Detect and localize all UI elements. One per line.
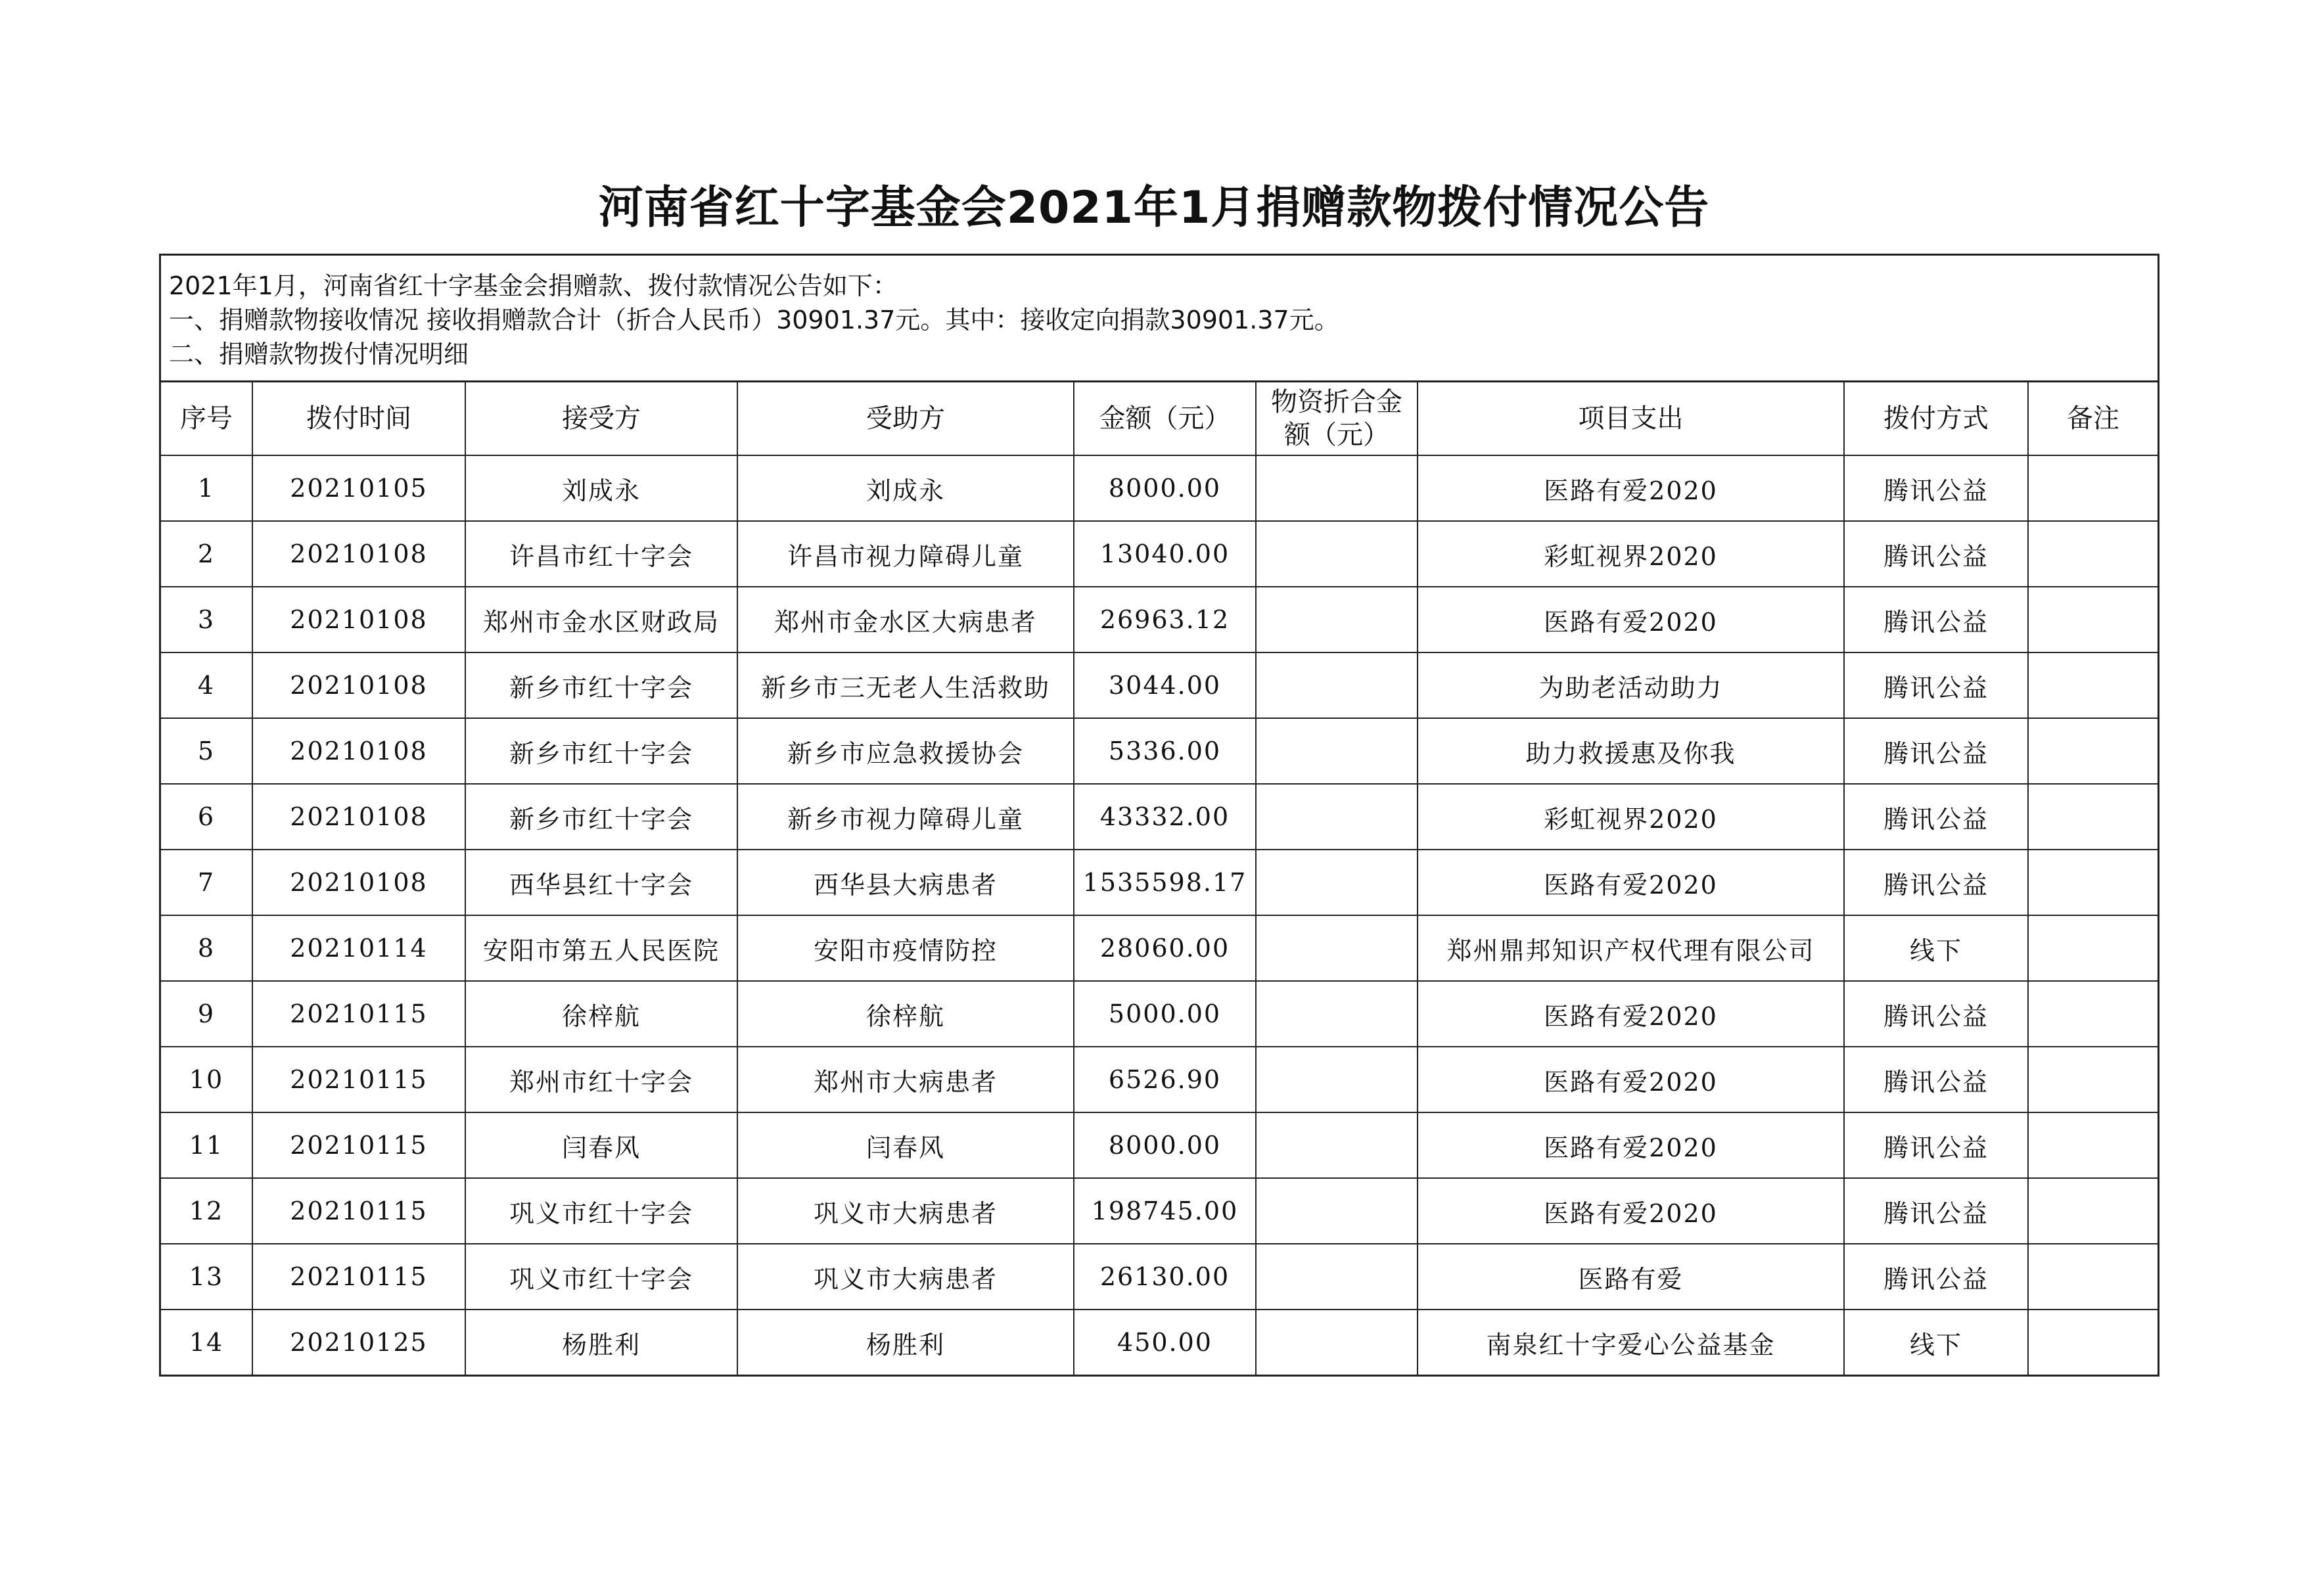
table-body bbox=[161, 455, 2158, 1375]
cell-seq: 13 bbox=[161, 1244, 252, 1310]
cell-date: 20210115 bbox=[252, 981, 465, 1047]
cell-amount: 43332.00 bbox=[1074, 784, 1256, 850]
cell-remark bbox=[2028, 784, 2158, 850]
cell-remark bbox=[2028, 587, 2158, 652]
cell-date: 20210115 bbox=[252, 1178, 465, 1244]
table-row bbox=[161, 784, 2158, 850]
cell-seq: 1 bbox=[161, 455, 252, 521]
cell-amount: 1535598.17 bbox=[1074, 850, 1256, 915]
cell-material bbox=[1256, 1244, 1418, 1310]
cell-date: 20210125 bbox=[252, 1310, 465, 1375]
cell-date: 20210114 bbox=[252, 915, 465, 981]
cell-remark bbox=[2028, 1112, 2158, 1178]
cell-project: 彩虹视界2020 bbox=[1418, 784, 1844, 850]
cell-material bbox=[1256, 587, 1418, 652]
cell-project: 助力救援惠及你我 bbox=[1418, 718, 1844, 784]
cell-amount: 8000.00 bbox=[1074, 455, 1256, 521]
cell-project: 彩虹视界2020 bbox=[1418, 521, 1844, 587]
cell-remark bbox=[2028, 1244, 2158, 1310]
cell-recipient: 新乡市红十字会 bbox=[465, 718, 737, 784]
cell-seq: 5 bbox=[161, 718, 252, 784]
cell-recipient: 新乡市红十字会 bbox=[465, 652, 737, 718]
cell-recipient: 闫春风 bbox=[465, 1112, 737, 1178]
table-row bbox=[161, 915, 2158, 981]
cell-date: 20210105 bbox=[252, 455, 465, 521]
cell-remark bbox=[2028, 521, 2158, 587]
cell-project: 郑州鼎邦知识产权代理有限公司 bbox=[1418, 915, 1844, 981]
cell-amount: 13040.00 bbox=[1074, 521, 1256, 587]
cell-remark bbox=[2028, 850, 2158, 915]
cell-beneficiary: 郑州市大病患者 bbox=[737, 1047, 1074, 1112]
cell-method: 腾讯公益 bbox=[1844, 981, 2028, 1047]
cell-seq: 10 bbox=[161, 1047, 252, 1112]
table-row bbox=[161, 718, 2158, 784]
cell-material bbox=[1256, 455, 1418, 521]
cell-method: 腾讯公益 bbox=[1844, 1112, 2028, 1178]
cell-project: 为助老活动助力 bbox=[1418, 652, 1844, 718]
cell-seq: 4 bbox=[161, 652, 252, 718]
cell-seq: 6 bbox=[161, 784, 252, 850]
cell-project: 医路有爱2020 bbox=[1418, 981, 1844, 1047]
cell-seq: 9 bbox=[161, 981, 252, 1047]
table-header-row bbox=[161, 382, 2158, 455]
table-row bbox=[161, 1310, 2158, 1375]
intro-line-2: 一、捐赠款物接收情况 接收捐赠款合计（折合人民币）30901.37元。其中：接收定向捐款30901.37元。 bbox=[169, 306, 1339, 334]
cell-date: 20210108 bbox=[252, 521, 465, 587]
cell-seq: 14 bbox=[161, 1310, 252, 1375]
cell-material bbox=[1256, 521, 1418, 587]
table-row bbox=[161, 652, 2158, 718]
table-row bbox=[161, 587, 2158, 652]
cell-recipient: 西华县红十字会 bbox=[465, 850, 737, 915]
cell-date: 20210108 bbox=[252, 652, 465, 718]
cell-method: 线下 bbox=[1844, 1310, 2028, 1375]
cell-amount: 8000.00 bbox=[1074, 1112, 1256, 1178]
cell-project: 医路有爱 bbox=[1418, 1244, 1844, 1310]
cell-beneficiary: 新乡市应急救援协会 bbox=[737, 718, 1074, 784]
intro-line-3: 二、捐赠款物拨付情况明细 bbox=[169, 340, 469, 369]
cell-method: 腾讯公益 bbox=[1844, 784, 2028, 850]
cell-recipient: 安阳市第五人民医院 bbox=[465, 915, 737, 981]
cell-beneficiary: 徐梓航 bbox=[737, 981, 1074, 1047]
cell-material bbox=[1256, 784, 1418, 850]
cell-method: 腾讯公益 bbox=[1844, 850, 2028, 915]
cell-beneficiary: 巩义市大病患者 bbox=[737, 1244, 1074, 1310]
cell-remark bbox=[2028, 455, 2158, 521]
cell-beneficiary: 巩义市大病患者 bbox=[737, 1178, 1074, 1244]
header-recipient: 接受方 bbox=[465, 382, 737, 455]
cell-beneficiary: 新乡市三无老人生活救助 bbox=[737, 652, 1074, 718]
cell-method: 腾讯公益 bbox=[1844, 652, 2028, 718]
cell-material bbox=[1256, 1112, 1418, 1178]
header-date: 拨付时间 bbox=[252, 382, 465, 455]
cell-amount: 28060.00 bbox=[1074, 915, 1256, 981]
cell-remark bbox=[2028, 718, 2158, 784]
table-row bbox=[161, 1112, 2158, 1178]
cell-recipient: 郑州市红十字会 bbox=[465, 1047, 737, 1112]
cell-beneficiary: 西华县大病患者 bbox=[737, 850, 1074, 915]
table-row bbox=[161, 981, 2158, 1047]
cell-date: 20210108 bbox=[252, 784, 465, 850]
cell-material bbox=[1256, 718, 1418, 784]
cell-remark bbox=[2028, 1178, 2158, 1244]
intro-line-1: 2021年1月，河南省红十字基金会捐赠款、拨付款情况公告如下： bbox=[169, 271, 898, 300]
cell-amount: 6526.90 bbox=[1074, 1047, 1256, 1112]
cell-remark bbox=[2028, 652, 2158, 718]
cell-date: 20210115 bbox=[252, 1047, 465, 1112]
cell-beneficiary: 刘成永 bbox=[737, 455, 1074, 521]
cell-beneficiary: 许昌市视力障碍儿童 bbox=[737, 521, 1074, 587]
table-row bbox=[161, 1178, 2158, 1244]
cell-amount: 5000.00 bbox=[1074, 981, 1256, 1047]
cell-material bbox=[1256, 981, 1418, 1047]
cell-amount: 450.00 bbox=[1074, 1310, 1256, 1375]
cell-method: 腾讯公益 bbox=[1844, 1047, 2028, 1112]
cell-material bbox=[1256, 850, 1418, 915]
cell-seq: 8 bbox=[161, 915, 252, 981]
cell-project: 医路有爱2020 bbox=[1418, 587, 1844, 652]
cell-amount: 198745.00 bbox=[1074, 1178, 1256, 1244]
cell-project: 南泉红十字爱心公益基金 bbox=[1418, 1310, 1844, 1375]
cell-remark bbox=[2028, 1047, 2158, 1112]
cell-recipient: 郑州市金水区财政局 bbox=[465, 587, 737, 652]
cell-project: 医路有爱2020 bbox=[1418, 1178, 1844, 1244]
table-row bbox=[161, 850, 2158, 915]
cell-method: 腾讯公益 bbox=[1844, 1178, 2028, 1244]
header-project: 项目支出 bbox=[1418, 382, 1844, 455]
cell-project: 医路有爱2020 bbox=[1418, 1047, 1844, 1112]
cell-amount: 26963.12 bbox=[1074, 587, 1256, 652]
table-row bbox=[161, 1244, 2158, 1310]
cell-seq: 12 bbox=[161, 1178, 252, 1244]
cell-method: 线下 bbox=[1844, 915, 2028, 981]
header-method: 拨付方式 bbox=[1844, 382, 2028, 455]
header-beneficiary: 受助方 bbox=[737, 382, 1074, 455]
header-seq: 序号 bbox=[161, 382, 252, 455]
cell-amount: 3044.00 bbox=[1074, 652, 1256, 718]
cell-material bbox=[1256, 1047, 1418, 1112]
cell-project: 医路有爱2020 bbox=[1418, 455, 1844, 521]
table-row bbox=[161, 521, 2158, 587]
cell-date: 20210115 bbox=[252, 1112, 465, 1178]
cell-date: 20210108 bbox=[252, 587, 465, 652]
cell-project: 医路有爱2020 bbox=[1418, 1112, 1844, 1178]
cell-date: 20210108 bbox=[252, 718, 465, 784]
cell-recipient: 杨胜利 bbox=[465, 1310, 737, 1375]
cell-seq: 11 bbox=[161, 1112, 252, 1178]
cell-seq: 7 bbox=[161, 850, 252, 915]
announcement-sheet bbox=[159, 254, 2159, 1377]
cell-material bbox=[1256, 915, 1418, 981]
cell-method: 腾讯公益 bbox=[1844, 587, 2028, 652]
cell-remark bbox=[2028, 1310, 2158, 1375]
cell-beneficiary: 闫春风 bbox=[737, 1112, 1074, 1178]
cell-amount: 5336.00 bbox=[1074, 718, 1256, 784]
cell-beneficiary: 安阳市疫情防控 bbox=[737, 915, 1074, 981]
cell-recipient: 巩义市红十字会 bbox=[465, 1244, 737, 1310]
cell-method: 腾讯公益 bbox=[1844, 521, 2028, 587]
cell-project: 医路有爱2020 bbox=[1418, 850, 1844, 915]
table-row bbox=[161, 455, 2158, 521]
header-material: 物资折合金额（元） bbox=[1256, 382, 1418, 455]
intro-section bbox=[161, 256, 2158, 382]
cell-seq: 3 bbox=[161, 587, 252, 652]
cell-recipient: 新乡市红十字会 bbox=[465, 784, 737, 850]
cell-amount: 26130.00 bbox=[1074, 1244, 1256, 1310]
cell-material bbox=[1256, 652, 1418, 718]
cell-method: 腾讯公益 bbox=[1844, 1244, 2028, 1310]
cell-material bbox=[1256, 1310, 1418, 1375]
cell-recipient: 徐梓航 bbox=[465, 981, 737, 1047]
cell-date: 20210115 bbox=[252, 1244, 465, 1310]
table-row bbox=[161, 1047, 2158, 1112]
cell-beneficiary: 杨胜利 bbox=[737, 1310, 1074, 1375]
cell-recipient: 许昌市红十字会 bbox=[465, 521, 737, 587]
cell-remark bbox=[2028, 981, 2158, 1047]
disbursement-table bbox=[161, 382, 2158, 1375]
cell-remark bbox=[2028, 915, 2158, 981]
cell-seq: 2 bbox=[161, 521, 252, 587]
cell-method: 腾讯公益 bbox=[1844, 718, 2028, 784]
header-amount: 金额（元） bbox=[1074, 382, 1256, 455]
cell-beneficiary: 郑州市金水区大病患者 bbox=[737, 587, 1074, 652]
page-title: 河南省红十字基金会2021年1月捐赠款物拨付情况公告 bbox=[598, 182, 1710, 234]
cell-date: 20210108 bbox=[252, 850, 465, 915]
cell-recipient: 巩义市红十字会 bbox=[465, 1178, 737, 1244]
cell-beneficiary: 新乡市视力障碍儿童 bbox=[737, 784, 1074, 850]
header-remark: 备注 bbox=[2028, 382, 2158, 455]
cell-recipient: 刘成永 bbox=[465, 455, 737, 521]
cell-material bbox=[1256, 1178, 1418, 1244]
cell-method: 腾讯公益 bbox=[1844, 455, 2028, 521]
